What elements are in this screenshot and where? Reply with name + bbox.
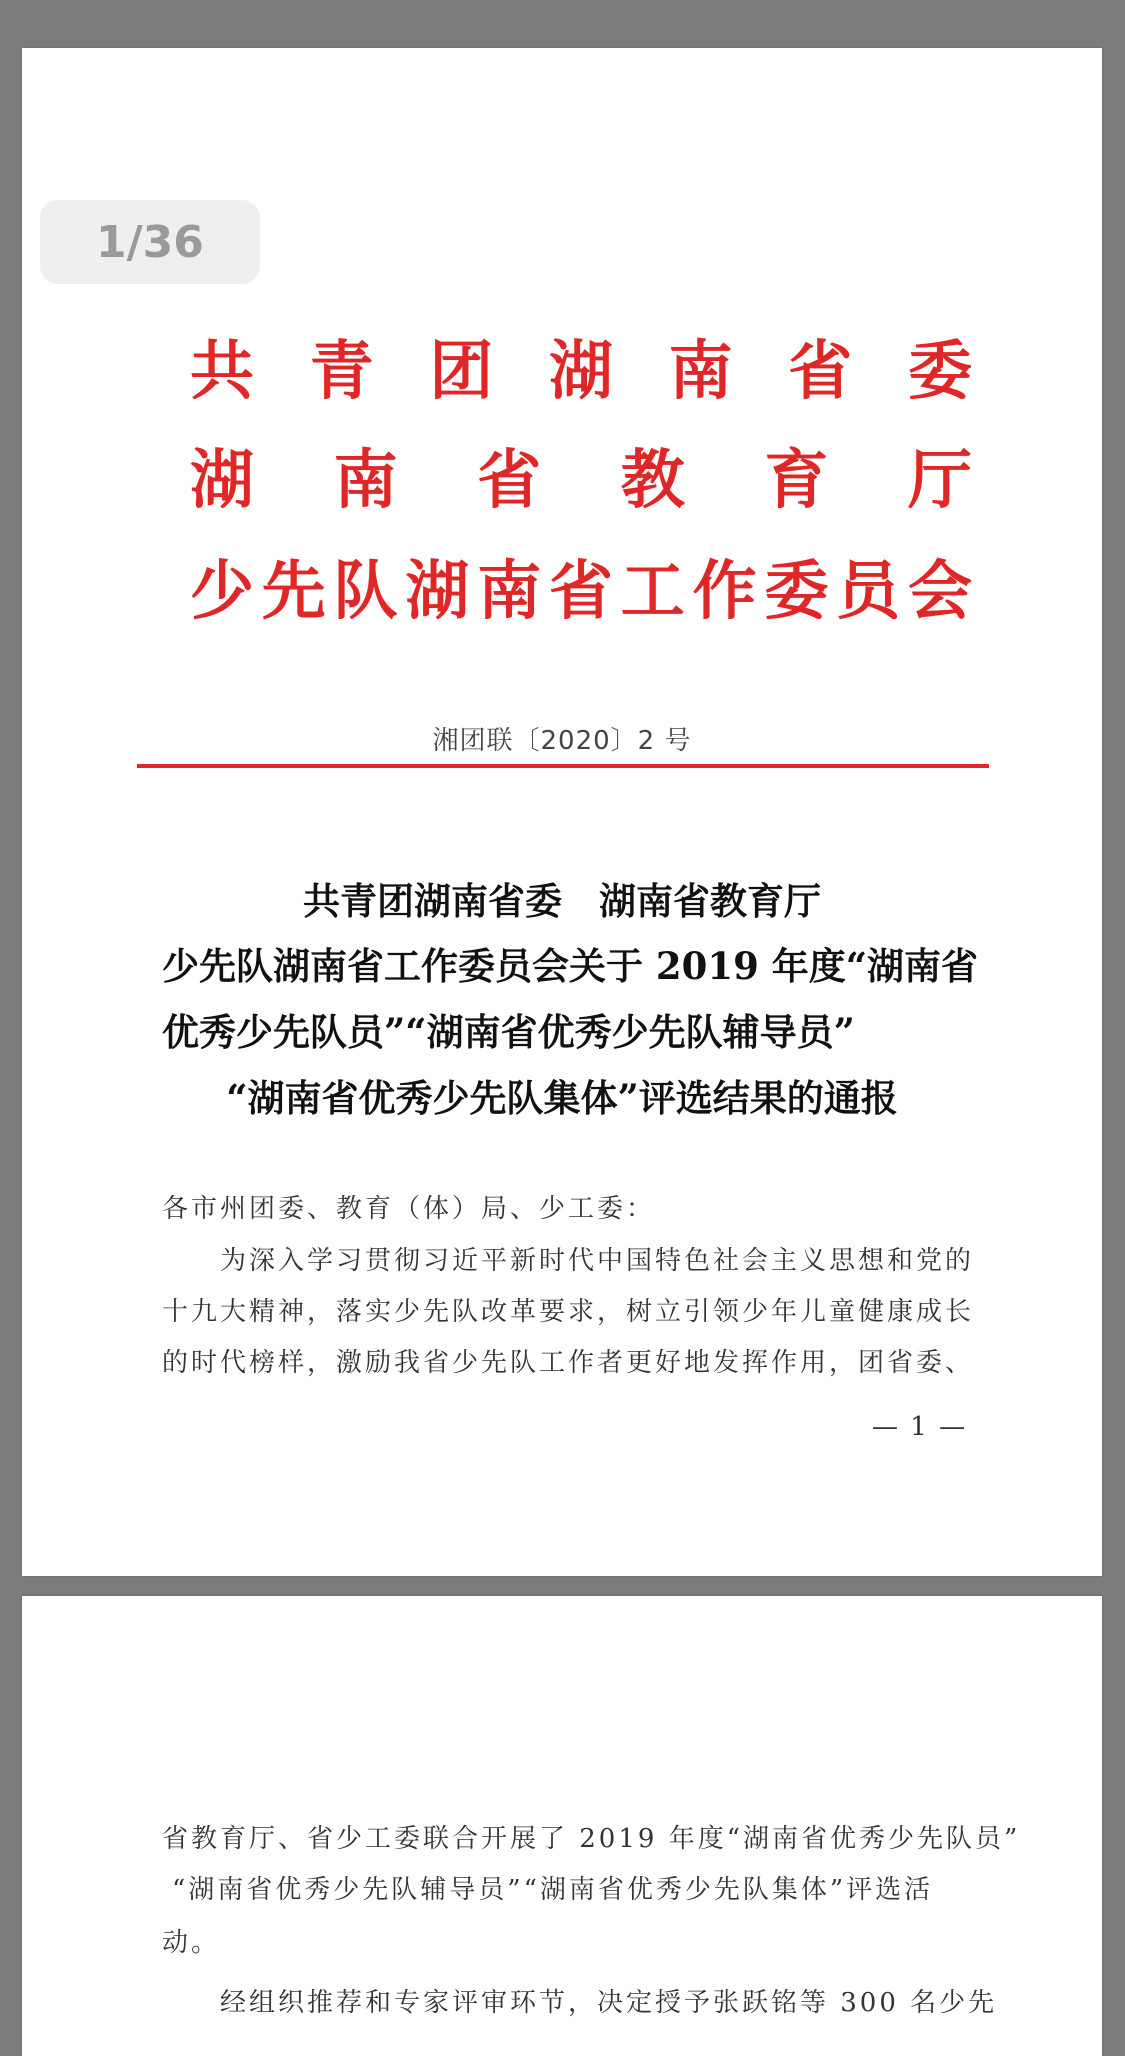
org-char: 南 <box>477 554 542 629</box>
document-title-line: 共青团湖南省委 湖南省教育厅 <box>303 879 821 923</box>
org-line-education-dept <box>190 443 972 518</box>
document-title-line: “湖南省优秀少先队集体”评选结果的通报 <box>226 1076 898 1120</box>
org-char: 员 <box>836 554 901 629</box>
document-title-line: 少先队湖南省工作委员会关于 2019 年度“湖南省 <box>162 944 979 988</box>
org-char: 省 <box>548 554 613 629</box>
org-char: 先 <box>261 554 326 629</box>
paragraph-line: 省教育厅、省少工委联合开展了 2019 年度“湖南省优秀少先队员” <box>162 1824 1021 1854</box>
org-char: 工 <box>620 554 685 629</box>
org-char: 青 <box>309 334 374 409</box>
paragraph-line: 为深入学习贯彻习近平新时代中国特色社会主义思想和党的 <box>220 1246 975 1276</box>
paragraph-line: 十九大精神，落实少先队改革要求，树立引领少年儿童健康成长 <box>162 1297 975 1327</box>
salutation: 各市州团委、教育（体）局、少工委： <box>162 1194 656 1224</box>
paragraph-line: 的时代榜样，激励我省少先队工作者更好地发挥作用，团省委、 <box>162 1348 975 1378</box>
org-char: 湖 <box>405 554 470 629</box>
red-divider <box>137 764 989 768</box>
org-char: 会 <box>907 554 972 629</box>
org-char: 南 <box>333 443 398 518</box>
document-page-2 <box>22 1596 1102 2056</box>
org-char: 南 <box>668 334 733 409</box>
org-char: 省 <box>788 334 853 409</box>
org-char: 团 <box>429 334 494 409</box>
org-char: 作 <box>692 554 757 629</box>
org-char: 湖 <box>190 443 254 518</box>
document-title-line: 优秀少先队员”“湖南省优秀少先队辅导员” <box>162 1010 855 1054</box>
org-char: 湖 <box>548 334 613 409</box>
org-char: 教 <box>620 443 685 518</box>
org-char: 共 <box>190 334 254 409</box>
page-number: — 1 — <box>872 1412 968 1442</box>
paragraph-line: 动。 <box>162 1928 221 1958</box>
paragraph-line: 经组织推荐和专家评审环节，决定授予张跃铭等 300 名少先 <box>220 1988 998 2018</box>
org-char: 育 <box>764 443 829 518</box>
org-char: 委 <box>764 554 829 629</box>
org-char: 委 <box>907 334 972 409</box>
org-char: 队 <box>333 554 398 629</box>
page-indicator: 1/36 <box>40 200 260 284</box>
org-line-youth-league <box>190 334 972 409</box>
org-char: 少 <box>190 554 254 629</box>
org-line-pioneers-committee <box>190 554 972 629</box>
org-char: 省 <box>477 443 542 518</box>
document-number: 湘团联〔2020〕2 号 <box>432 726 692 756</box>
org-char: 厅 <box>907 443 972 518</box>
paragraph-line: “湖南省优秀少先队辅导员”“湖南省优秀少先队集体”评选活 <box>172 1875 934 1905</box>
